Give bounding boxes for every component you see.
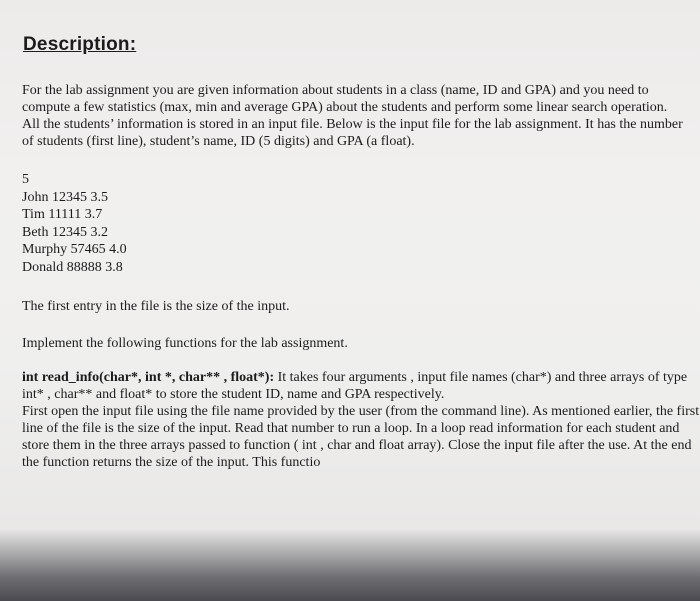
input-record: John 12345 3.5 — [22, 189, 108, 205]
input-record: Donald 88888 3.8 — [22, 259, 123, 275]
page-title: Description: — [23, 34, 137, 55]
input-record: Beth 12345 3.2 — [22, 224, 108, 240]
input-count: 5 — [22, 172, 29, 187]
input-record: Tim 11111 3.7 — [22, 207, 103, 222]
function-signature: int read_info(char*, int *, char** , float*): — [22, 370, 275, 385]
show-through-text — [180, 6, 184, 22]
input-record: Murphy 57465 4.0 — [22, 242, 127, 257]
input-file-sample — [22, 171, 127, 276]
function-args-text: It takes four arguments , input file names (char*) and three arrays of type int* , char** and float* to store the student ID, name and GPA respectively. — [22, 370, 688, 402]
implement-note: Implement the following functions for the lab assignment. — [22, 336, 348, 351]
read-info-description — [22, 369, 700, 471]
intro-paragraph: For the lab assignment you are given information about students in a class (name, ID and GPA) and you need to compute a few statistics (max, min and average GPA) about the students and perform some linear search operation. All the students’ information is stored in an input file. Below is the input file for the lab assignment. It has the number of students (first line), student’s name, ID (5 digits) and GPA (a float). — [22, 83, 683, 149]
function-body-text: First open the input file using the file name provided by the user (from the command line). As mentioned earlier, the first line of the file is the size of the input. Read that number to run a loop. In a loop read information for each student and store them in the three arrays passed to function ( int , char and float array). Close the input file after the use. At the end the function returns the size of the input. This functio — [22, 404, 700, 470]
size-note: The first entry in the file is the size of the input. — [22, 299, 290, 314]
